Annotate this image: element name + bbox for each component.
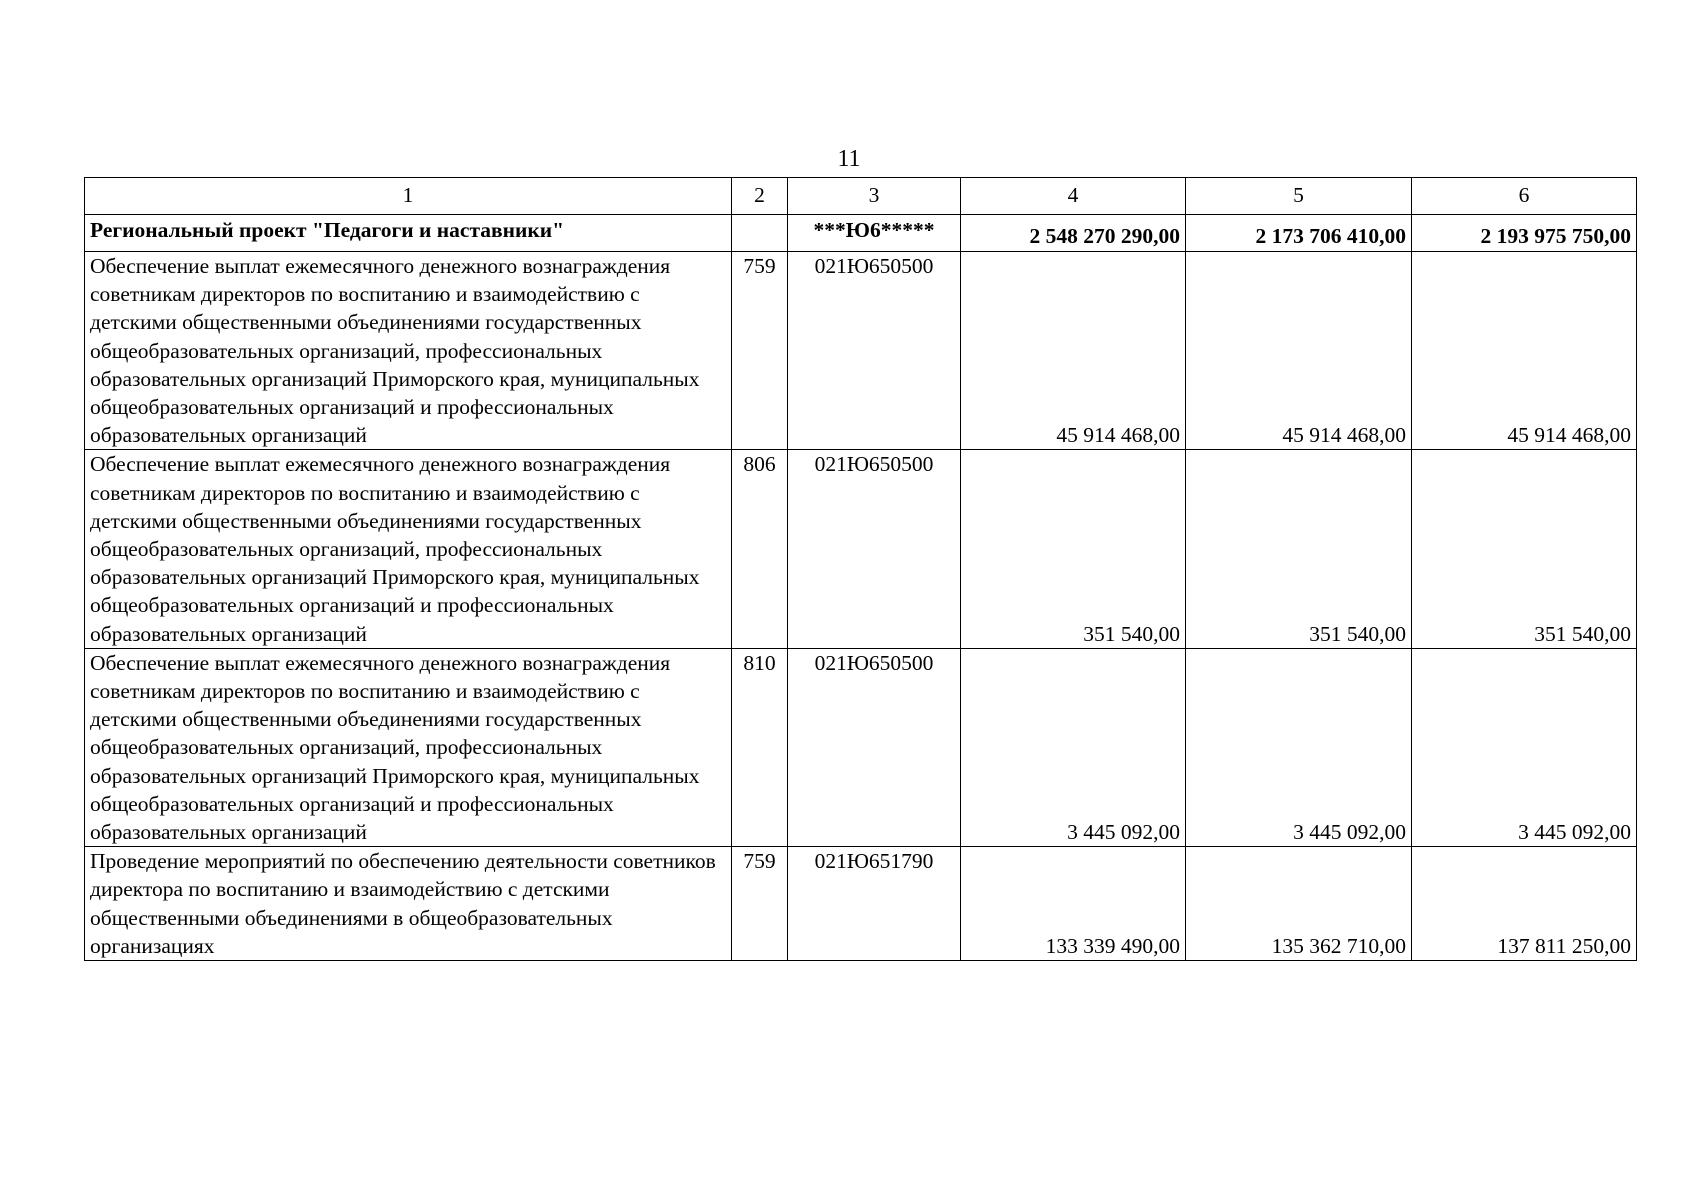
column-header: 1 <box>85 178 732 215</box>
row-code: 021Ю651790 <box>788 847 961 961</box>
row-description: Обеспечение выплат ежемесячного денежного вознаграждения советникам директоров по воспитанию и взаимодействию с детскими общественными объединениями государственных общеобразовательных организаций, профессиональных образовательных организаций Приморского края, муниципальных общеобразовательных организаций и профессиональных образовательных организаций <box>85 450 732 648</box>
project-total-row <box>85 215 1637 252</box>
row-col2: 759 <box>732 847 788 961</box>
project-amount-4: 2 548 270 290,00 <box>961 215 1186 252</box>
row-description: Обеспечение выплат ежемесячного денежного вознаграждения советникам директоров по воспитанию и взаимодействию с детскими общественными объединениями государственных общеобразовательных организаций, профессиональных образовательных организаций Приморского края, муниципальных общеобразовательных организаций и профессиональных образовательных организаций <box>85 648 732 846</box>
column-header: 4 <box>961 178 1186 215</box>
project-col2 <box>732 215 788 252</box>
row-code: 021Ю650500 <box>788 648 961 846</box>
row-amount-5: 45 914 468,00 <box>1186 252 1412 450</box>
page-number: 11 <box>837 146 861 172</box>
column-header: 3 <box>788 178 961 215</box>
table-row <box>85 648 1637 846</box>
row-amount-5: 3 445 092,00 <box>1186 648 1412 846</box>
row-amount-4: 351 540,00 <box>961 450 1186 648</box>
row-col2: 810 <box>732 648 788 846</box>
row-amount-4: 45 914 468,00 <box>961 252 1186 450</box>
project-amount-6: 2 193 975 750,00 <box>1412 215 1637 252</box>
row-description: Проведение мероприятий по обеспечению деятельности советников директора по воспитанию и взаимодействию с детскими общественными объединениями в общеобразовательных организациях <box>85 847 732 961</box>
row-col2: 806 <box>732 450 788 648</box>
project-code: ***Ю6***** <box>788 215 961 252</box>
project-name: Региональный проект "Педагоги и наставники" <box>85 215 732 252</box>
table-row <box>85 847 1637 961</box>
column-header: 5 <box>1186 178 1412 215</box>
row-amount-6: 45 914 468,00 <box>1412 252 1637 450</box>
row-amount-5: 135 362 710,00 <box>1186 847 1412 961</box>
row-amount-5: 351 540,00 <box>1186 450 1412 648</box>
row-amount-6: 137 811 250,00 <box>1412 847 1637 961</box>
budget-table <box>84 177 1637 961</box>
row-amount-4: 3 445 092,00 <box>961 648 1186 846</box>
column-header: 2 <box>732 178 788 215</box>
column-header: 6 <box>1412 178 1637 215</box>
table-row <box>85 450 1637 648</box>
row-col2: 759 <box>732 252 788 450</box>
table-row <box>85 252 1637 450</box>
row-amount-4: 133 339 490,00 <box>961 847 1186 961</box>
project-amount-5: 2 173 706 410,00 <box>1186 215 1412 252</box>
table-header-row <box>85 178 1637 215</box>
row-code: 021Ю650500 <box>788 252 961 450</box>
row-amount-6: 3 445 092,00 <box>1412 648 1637 846</box>
row-amount-6: 351 540,00 <box>1412 450 1637 648</box>
row-description: Обеспечение выплат ежемесячного денежного вознаграждения советникам директоров по воспитанию и взаимодействию с детскими общественными объединениями государственных общеобразовательных организаций, профессиональных образовательных организаций Приморского края, муниципальных общеобразовательных организаций и профессиональных образовательных организаций <box>85 252 732 450</box>
row-code: 021Ю650500 <box>788 450 961 648</box>
